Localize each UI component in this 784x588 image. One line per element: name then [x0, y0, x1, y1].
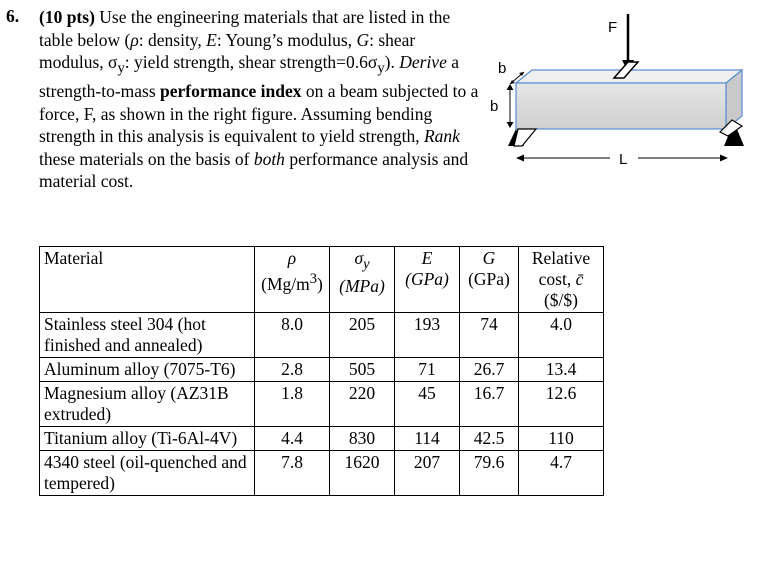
length-arrowhead-left [516, 155, 524, 162]
cell-shear: 26.7 [460, 358, 519, 382]
table-row [40, 313, 604, 358]
height-label: b [490, 98, 499, 115]
cell-material: Aluminum alloy (7075-T6) [40, 358, 255, 382]
cell-density: 8.0 [255, 313, 330, 358]
header-sy-symbol [334, 248, 390, 276]
cell-shear: 16.7 [460, 382, 519, 427]
header-cost-line1: Relative [531, 248, 591, 268]
question-number: 6. [6, 6, 20, 26]
table-header-row [40, 247, 604, 313]
table-row [40, 427, 604, 451]
beam-figure [488, 8, 758, 173]
cell-yield: 830 [330, 427, 395, 451]
cell-shear: 79.6 [460, 451, 519, 496]
cell-shear: 74 [460, 313, 519, 358]
width-label: b [498, 60, 507, 77]
header-cost [519, 247, 604, 313]
cell-cost: 110 [519, 427, 604, 451]
header-yield [330, 247, 395, 313]
table-row [40, 358, 604, 382]
g-symbol: G [356, 29, 370, 50]
e-def: : Young’s modulus, [216, 29, 357, 50]
cell-density: 1.8 [255, 382, 330, 427]
header-cost-unit: ($/$) [543, 290, 579, 310]
header-cost-line2: cost, [538, 269, 576, 289]
left-support-plate [514, 129, 536, 146]
derive-word: Derive [399, 52, 447, 72]
rho-symbol: ρ [130, 29, 139, 50]
header-material: Material [40, 247, 255, 313]
header-g-unit: (GPa) [468, 269, 510, 289]
cell-cost: 13.4 [519, 358, 604, 382]
cell-youngs: 45 [395, 382, 460, 427]
header-rho-unit: (Mg/m [261, 273, 310, 294]
cell-yield: 1620 [330, 451, 395, 496]
header-sigma: σ [354, 248, 364, 268]
length-arrowhead-right [720, 155, 728, 162]
cell-cost: 12.6 [519, 382, 604, 427]
header-sy-unit: (MPa) [339, 275, 385, 296]
cell-density: 2.8 [255, 358, 330, 382]
header-youngs [395, 247, 460, 313]
header-e-symbol: E [421, 248, 433, 268]
header-g-symbol: G [482, 248, 496, 268]
sy-def: : yield strength, shear strength=0.6σ [124, 52, 378, 72]
rank-word: Rank [423, 126, 460, 146]
table-row [40, 382, 604, 427]
header-rho-unit-close: ) [317, 273, 323, 294]
question-text [39, 6, 479, 193]
materials-table [39, 246, 604, 496]
cell-cost: 4.0 [519, 313, 604, 358]
points-label: (10 pts) [39, 7, 95, 27]
cell-yield: 505 [330, 358, 395, 382]
both-word: both [253, 148, 285, 169]
e-symbol: E [206, 29, 217, 50]
cell-material: 4340 steel (oil-quenched and tempered) [40, 451, 255, 496]
force-label: F [608, 19, 618, 36]
derive-rest: a strength-to-mass [39, 52, 460, 101]
cell-cost: 4.7 [519, 451, 604, 496]
header-density [255, 247, 330, 313]
cell-youngs: 207 [395, 451, 460, 496]
pi-rest: on a beam subjected to a force, F, as shown in the right figure. Assuming bending strength in this analysis is equivalent to yield strength, [39, 81, 479, 146]
header-rho-sup: 3 [309, 271, 318, 287]
header-cost-symbol: c̄ [575, 269, 584, 289]
sub-y: y [377, 60, 385, 77]
rho-def: : density, [138, 29, 207, 50]
header-e-unit: (GPa) [405, 269, 449, 289]
cell-youngs: 193 [395, 313, 460, 358]
table-row [40, 451, 604, 496]
rank-rest: these materials on the basis of [39, 148, 254, 169]
sub-y: y [117, 60, 125, 77]
both-rest: performance analysis and material cost. [39, 148, 469, 191]
cell-youngs: 114 [395, 427, 460, 451]
header-rho-symbol: ρ [287, 248, 297, 268]
cell-shear: 42.5 [460, 427, 519, 451]
beam-front-face [516, 83, 726, 129]
header-shear [460, 247, 519, 313]
intro-text: Use the engineering materials that are listed in the table below ( [39, 7, 451, 50]
header-sy-sub: y [363, 256, 370, 273]
close-paren: ). [384, 52, 400, 72]
cell-material: Stainless steel 304 (hot finished and annealed) [40, 313, 255, 358]
length-label: L [619, 151, 628, 168]
g-def: : shear modulus, σ [39, 29, 416, 72]
cell-density: 4.4 [255, 427, 330, 451]
height-arrowhead-top [507, 84, 514, 90]
cell-youngs: 71 [395, 358, 460, 382]
cell-material: Magnesium alloy (AZ31B extruded) [40, 382, 255, 427]
performance-index-term: performance index [160, 81, 302, 101]
cell-yield: 205 [330, 313, 395, 358]
cell-material: Titanium alloy (Ti-6Al-4V) [40, 427, 255, 451]
height-arrowhead-bottom [507, 122, 514, 128]
cell-yield: 220 [330, 382, 395, 427]
cell-density: 7.8 [255, 451, 330, 496]
